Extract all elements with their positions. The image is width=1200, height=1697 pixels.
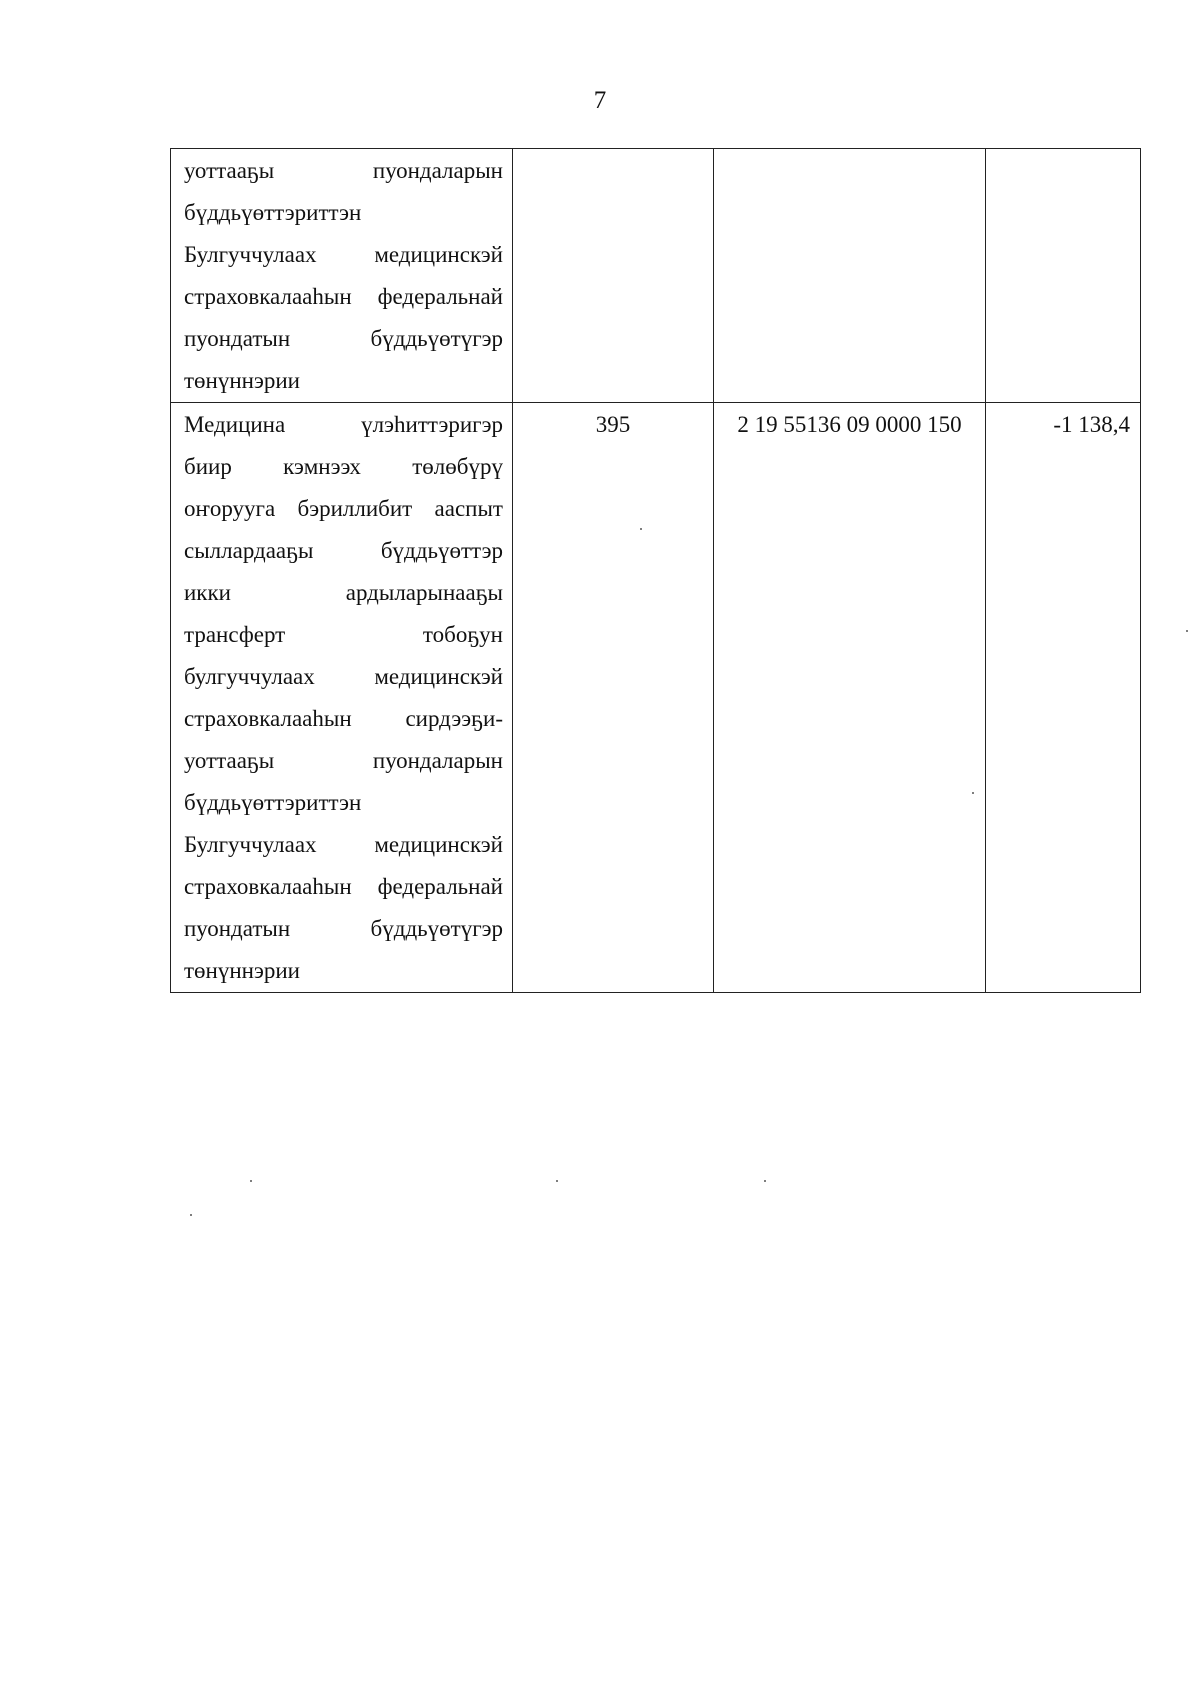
description-line: пуондатын бүддьүөтүгэр — [184, 326, 503, 351]
description-line: Булгуччулаах медицинскэй — [184, 832, 503, 857]
kbk-cell — [714, 149, 986, 403]
table-row — [171, 403, 1141, 993]
description-line: уоттааҕы пуондаларын — [184, 748, 503, 773]
scan-speck — [640, 528, 642, 530]
kbk-value — [714, 149, 985, 150]
description-line: трансферт тобоҕун — [184, 622, 503, 647]
scan-speck — [556, 1180, 558, 1182]
scan-speck — [190, 1214, 192, 1216]
description-line: оҥорууга бэриллибит ааспыт — [184, 496, 503, 521]
amount-cell — [986, 149, 1141, 403]
description-line: страховкалааһын федеральнай — [184, 284, 503, 309]
budget-table — [170, 148, 1141, 993]
description-line: бүддьүөттэриттэн — [184, 200, 362, 225]
page-number: 7 — [593, 87, 607, 114]
description-line: страховкалааһын сирдээҕи- — [184, 706, 503, 731]
description-line: страховкалааһын федеральнай — [184, 874, 503, 899]
description-line: бүддьүөттэриттэн — [184, 790, 362, 815]
description-line: икки ардыларынааҕы — [184, 580, 503, 605]
description-cell — [171, 403, 513, 993]
scan-speck — [1186, 630, 1188, 632]
description-line: Медицина үлэһиттэригэр — [184, 412, 503, 437]
kbk-cell — [714, 403, 986, 993]
table-row — [171, 149, 1141, 403]
code-cell — [513, 403, 714, 993]
description-line: төнүннэрии — [184, 368, 300, 393]
scan-speck — [250, 1180, 252, 1182]
kbk-value: 2 19 55136 09 0000 150 — [737, 412, 962, 437]
amount-cell — [986, 403, 1141, 993]
amount-value — [986, 149, 1140, 150]
amount-value: -1 138,4 — [1053, 412, 1130, 437]
description-line: төнүннэрии — [184, 958, 300, 983]
scan-speck — [972, 792, 974, 794]
code-value: 395 — [595, 412, 631, 437]
description-line: сыллардааҕы бүддьүөттэр — [184, 538, 503, 563]
description-line: Булгуччулаах медицинскэй — [184, 242, 503, 267]
description-cell — [171, 149, 513, 403]
code-cell — [513, 149, 714, 403]
description-line: уоттааҕы пуондаларын — [184, 158, 503, 183]
description-line: биир кэмнээх төлөбүрү — [184, 454, 503, 479]
description-line: булгуччулаах медицинскэй — [184, 664, 503, 689]
scan-speck — [764, 1180, 766, 1182]
description-line: пуондатын бүддьүөтүгэр — [184, 916, 503, 941]
code-value — [513, 149, 713, 150]
